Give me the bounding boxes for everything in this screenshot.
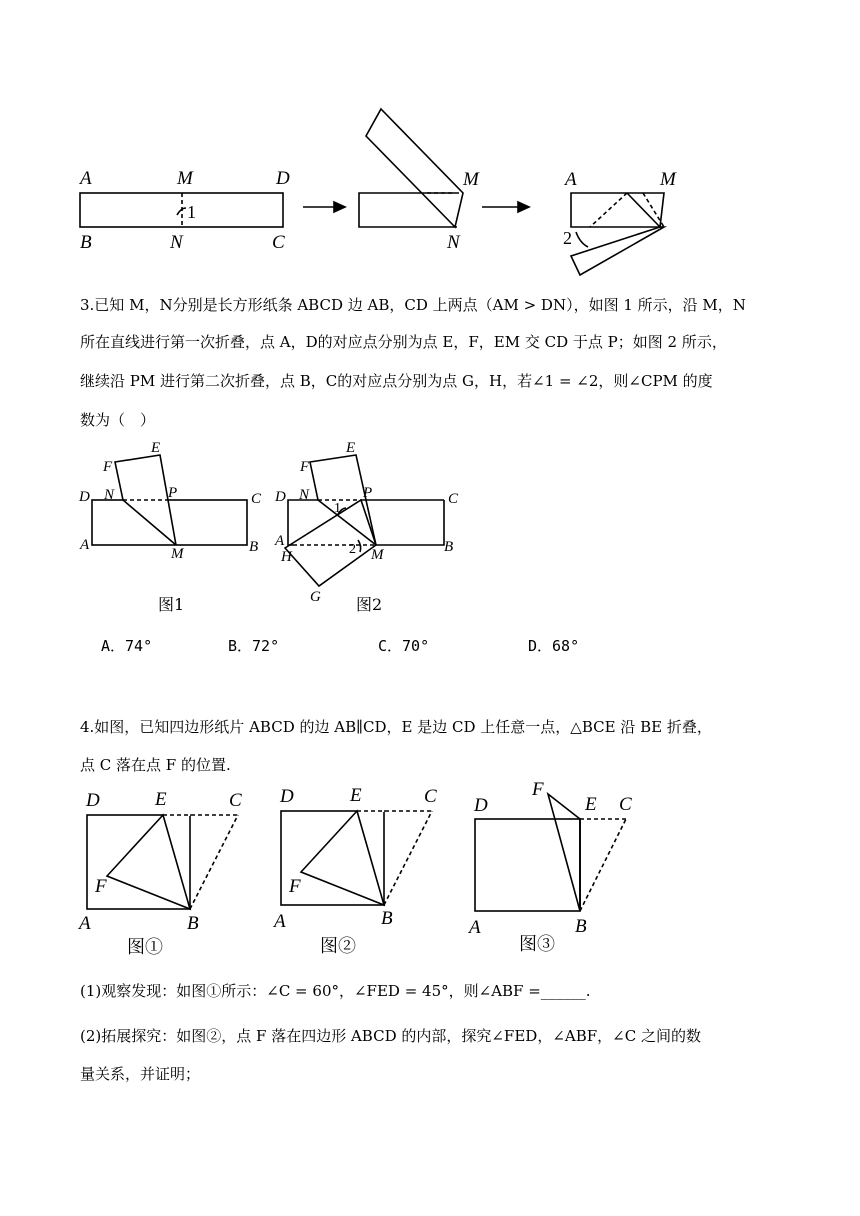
top-fig2-label-m: M <box>463 169 479 190</box>
q3f2-label-1: 1 <box>334 501 341 516</box>
q4f2-label-c: C <box>424 786 437 807</box>
q3f2-label-f: F <box>300 459 310 475</box>
q3f2-label-c: C <box>448 491 459 507</box>
q3-line-2: 所在直线进行第一次折叠，点 A，D的对应点分别为点 E，F，EM 交 CD 于点 P；如图 2 所示， <box>80 333 727 351</box>
q4f3-label-d: D <box>474 795 488 816</box>
q4f2-label-a: A <box>274 911 286 932</box>
top-label-angle-1: 1 <box>187 202 196 222</box>
q4f2-label-d: D <box>280 786 294 807</box>
q3f2-label-h: H <box>281 549 292 565</box>
q4-sub-2-line-2: 量关系，并证明； <box>80 1065 201 1083</box>
q4f1-label-f: F <box>95 876 107 897</box>
q3f1-label-m: M <box>171 546 184 562</box>
q4f3-triangle <box>548 794 580 911</box>
q3f1-label-a: A <box>80 537 90 553</box>
q4f1-label-e: E <box>155 789 167 810</box>
q4f1-label-d: D <box>86 790 100 811</box>
fold2-flap <box>366 109 463 227</box>
fold2-left-strip <box>359 193 457 227</box>
q4f1-label-c: C <box>229 790 242 811</box>
q4-fig3-caption: 图③ <box>519 934 555 955</box>
fold3-lower-flap <box>571 227 664 275</box>
q3f1-label-b: B <box>249 539 259 555</box>
q4f3-dashed-bc <box>580 819 626 911</box>
q3-line-4: 数为（ ） <box>80 411 156 429</box>
q4f3-label-b: B <box>575 916 587 937</box>
q4f3-label-e: E <box>585 794 597 815</box>
top-fig2-label-n: N <box>447 232 460 253</box>
fold3-strip <box>571 193 664 227</box>
arrow-2-head <box>518 202 529 212</box>
q3f2-label-p: P <box>363 485 373 501</box>
angle-2-arc-top <box>576 232 588 247</box>
top-fig3-label-m: M <box>660 169 676 190</box>
q4-line-1: 4.如图，已知四边形纸片 ABCD 的边 AB∥CD，E 是边 CD 上任意一点，△BCE 沿 BE 折叠， <box>80 718 712 736</box>
q4f3-label-f: F <box>532 779 544 800</box>
q3f2-right-edge <box>376 500 444 545</box>
q3-fig2-caption: 图2 <box>356 595 383 614</box>
q3-option-d[interactable]: D．68° <box>528 637 580 655</box>
q4-fig1-caption: 图① <box>127 937 163 958</box>
top-label-n: N <box>170 232 183 253</box>
top-label-d: D <box>276 168 290 189</box>
q3f2-label-g: G <box>310 589 321 605</box>
fold3-crease <box>627 193 660 227</box>
q3f2-label-2: 2 <box>349 542 356 557</box>
top-label-c: C <box>272 232 285 253</box>
q3f2-label-n: N <box>299 487 310 503</box>
q4-sub-2-line-1: (2)拓展探究：如图②，点 F 落在四边形 ABCD 的内部，探究∠FED，∠ABF，∠C 之间的数 <box>80 1027 701 1045</box>
q4f2-triangle <box>301 811 384 905</box>
q4f3-label-c: C <box>619 794 632 815</box>
q4-line-2: 点 C 落在点 F 的位置. <box>80 756 231 774</box>
q4f1-label-b: B <box>187 913 199 934</box>
q4f1-triangle <box>107 815 190 909</box>
q3f1-label-n: N <box>104 487 115 503</box>
q3-line-3: 继续沿 PM 进行第二次折叠，点 B，C的对应点分别为点 G，H，若∠1 = ∠2，则∠CPM 的度 <box>80 372 713 390</box>
angle-1-arc <box>177 208 186 215</box>
q4f2-label-f: F <box>289 876 301 897</box>
top-label-a: A <box>80 168 92 189</box>
q4-sub-1: (1)观察发现：如图①所示：∠C = 60°，∠FED = 45°，则∠ABF =______. <box>80 982 591 1000</box>
q3-option-c[interactable]: C．70° <box>378 637 430 655</box>
q4f2-dashed-bc <box>384 811 432 905</box>
q3f1-label-p: P <box>168 485 178 501</box>
q3f2-label-d: D <box>275 489 286 505</box>
q3f2-label-b: B <box>444 539 454 555</box>
q3-option-b[interactable]: B．72° <box>228 637 280 655</box>
q3-fig1-caption: 图1 <box>158 595 185 614</box>
q3f1-label-f: F <box>103 459 113 475</box>
q4f3-label-a: A <box>469 917 481 938</box>
q3f1-label-d: D <box>79 489 90 505</box>
q3-option-a[interactable]: A．74° <box>101 637 153 655</box>
q3f2-label-e: E <box>346 440 356 456</box>
q3f2-label-m: M <box>371 547 384 563</box>
top-fig3-label-2: 2 <box>563 228 572 248</box>
q3f1-label-c: C <box>251 491 262 507</box>
top-label-b: B <box>80 232 92 253</box>
q3f1-crease-nm <box>123 500 176 545</box>
q3f2-angle-2-arc <box>358 540 361 552</box>
q4f2-label-e: E <box>350 785 362 806</box>
q4f1-label-a: A <box>79 913 91 934</box>
q3f2-left-edge <box>288 500 318 545</box>
q3f1-label-e: E <box>151 440 161 456</box>
q4f3-rect <box>475 819 580 911</box>
fold3-dashed-a <box>590 193 627 227</box>
q4f1-dashed-bc <box>190 815 238 909</box>
q4-fig2-caption: 图② <box>320 936 356 957</box>
top-label-m: M <box>177 168 193 189</box>
q3f2-second-flap <box>285 500 376 586</box>
top-fig3-label-a: A <box>565 169 577 190</box>
q3-line-1: 3.已知 M，N分别是长方形纸条 ABCD 边 AB，CD 上两点（AM > DN），如图 1 所示，沿 M，N <box>80 296 746 314</box>
q4f2-label-b: B <box>381 908 393 929</box>
q3f2-label-a: A <box>275 533 285 549</box>
arrow-1-head <box>334 202 345 212</box>
